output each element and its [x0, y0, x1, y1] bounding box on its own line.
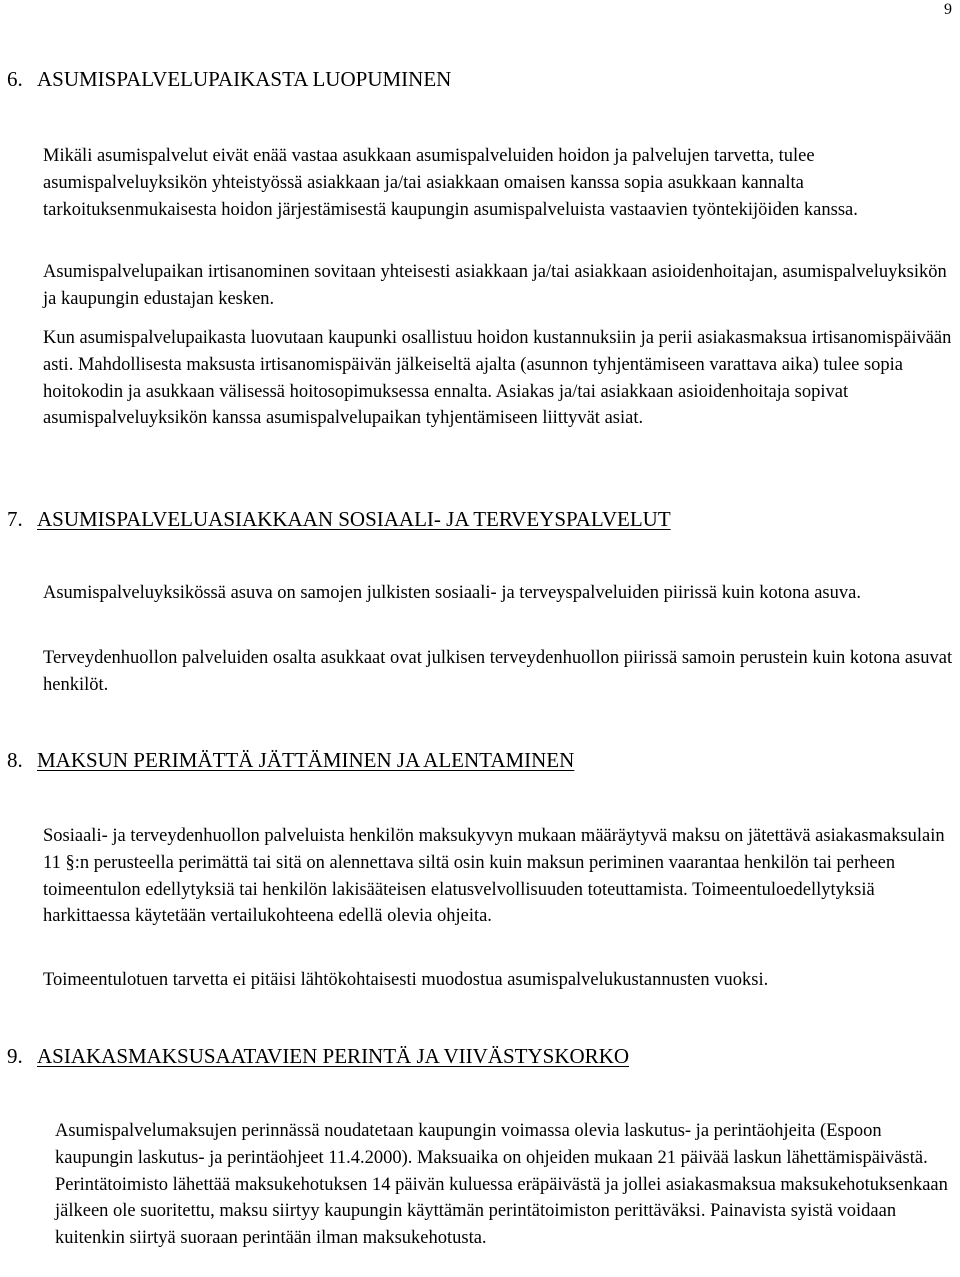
section-9-paragraph-1: Asumispalvelumaksujen perinnässä noudatetaan kaupungin voimassa olevia laskutus- ja perintäohjeita (Espoon kaupungin laskutus- ja perintäohjeet 11.4.2000). Maksuaika on ohjeiden mukaan 21 päivää laskun lähettämispäivästä. Perintätoimisto lähettää maksukehotuksen 14 päivän kuluessa eräpäivästä ja jollei asiakasmaksua maksukehotuksenkaan jälkeen ole suoritettu, maksu siirtyy kaupungin käyttämän perintätoimiston perittäväksi. Painavista syistä voidaan kuitenkin siirtyä suoraan perintään ilman maksukehotusta.: [55, 1121, 948, 1249]
section-9-number: 9.: [7, 1044, 23, 1068]
section-7-paragraph-1: Asumispalveluyksikössä asuva on samojen julkisten sosiaali- ja terveyspalveluiden piirissä kuin kotona asuva.: [43, 583, 861, 603]
section-8-heading: [7, 747, 574, 773]
section-6-paragraph-2: Asumispalvelupaikan irtisanominen sovitaan yhteisesti asiakkaan ja/tai asiakkaan asioidenhoitajan, asumispalveluyksikön ja kaupungin edustajan kesken.: [43, 262, 947, 309]
section-7-paragraph-2: Terveydenhuollon palveluiden osalta asukkaat ovat julkisen terveydenhuollon piirissä samoin perustein kuin kotona asuvat henkilöt.: [43, 648, 953, 695]
section-8-number: 8.: [7, 748, 23, 772]
section-6-number: 6.: [7, 67, 23, 91]
section-6-heading: [7, 66, 451, 92]
section-6-paragraph-1: Mikäli asumispalvelut eivät enää vastaa asukkaan asumispalveluiden hoidon ja palvelujen tarvetta, tulee asumispalveluyksikön yhteistyössä asiakkaan ja/tai asiakkaan omaisen kanssa sopia asukkaan kannalta tarkoituksenmukaisesta hoidon järjestämisestä kaupungin asumispalveluista vastaavien työntekijöiden kanssa.: [43, 146, 858, 220]
section-8-paragraph-1: Sosiaali- ja terveydenhuollon palveluista henkilön maksukyvyn mukaan määräytyvä maksu on jätettävä asiakasmaksulain 11 §:n perusteella perimättä tai sitä on alennettava siltä osin kuin maksun periminen vaarantaa henkilön tai perheen toimeentulon edellytyksiä tai henkilön lakisääteisen elatusvelvollisuuden toteuttamista. Toimeentuloedellytyksiä harkittaessa käytetään vertailukohteena edellä olevia ohjeita.: [43, 826, 945, 927]
section-7-number: 7.: [7, 507, 23, 531]
section-7-heading: [7, 506, 671, 532]
section-9-heading: [7, 1043, 629, 1069]
page-number: 9: [944, 1, 952, 18]
section-9-title: ASIAKASMAKSUSAATAVIEN PERINTÄ JA VIIVÄSTYSKORKO: [37, 1044, 630, 1068]
section-6-title: ASUMISPALVELUPAIKASTA LUOPUMINEN: [37, 67, 452, 91]
section-8-paragraph-2: Toimeentulotuen tarvetta ei pitäisi lähtökohtaisesti muodostua asumispalvelukustannusten vuoksi.: [43, 970, 769, 990]
section-6-paragraph-3: Kun asumispalvelupaikasta luovutaan kaupunki osallistuu hoidon kustannuksiin ja perii asiakasmaksua irtisanomispäivään asti. Mahdollisesta maksusta irtisanomispäivän jälkeiseltä ajalta (asunnon tyhjentämiseen varattava aika) tulee sopia hoitokodin ja asukkaan välisessä hoitosopimuksessa ennalta. Asiakas ja/tai asiakkaan asioidenhoitaja sopivat asumispalveluyksikön kanssa asumispalvelupaikan tyhjentämiseen liittyvät asiat.: [43, 328, 952, 429]
section-7-title: ASUMISPALVELUASIAKKAAN SOSIAALI- JA TERVEYSPALVELUT: [37, 507, 671, 531]
section-8-title: MAKSUN PERIMÄTTÄ JÄTTÄMINEN JA ALENTAMINEN: [37, 748, 575, 772]
